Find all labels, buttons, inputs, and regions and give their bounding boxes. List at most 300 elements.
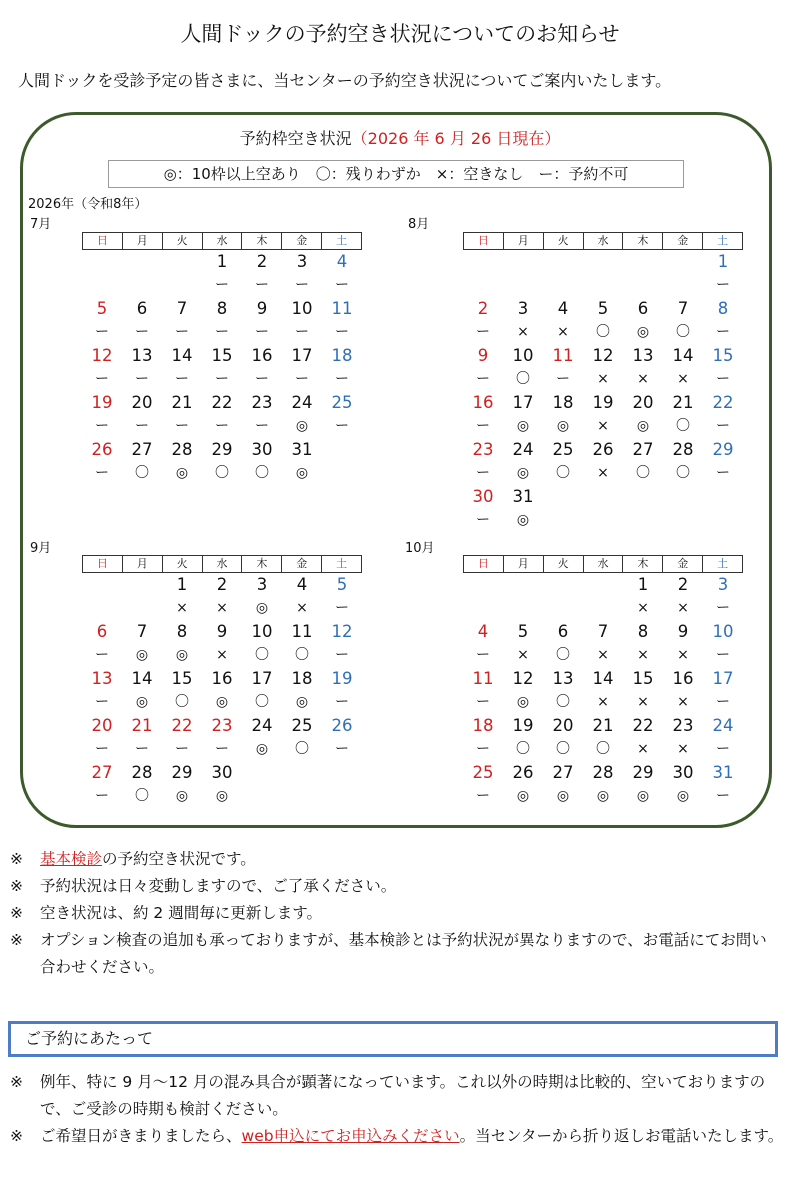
day-status — [503, 597, 543, 620]
day-number: 4 — [336, 252, 348, 271]
day-status: ー — [95, 418, 109, 434]
day-number: 10 — [712, 622, 734, 641]
day-cell — [503, 620, 543, 667]
day-cell — [242, 620, 282, 667]
day-status: ◎ — [636, 324, 650, 340]
week-row — [463, 714, 743, 761]
day-number: 6 — [136, 299, 148, 318]
weekday-label: 金 — [282, 232, 322, 250]
day-cell — [463, 714, 503, 761]
day-number: 8 — [176, 622, 188, 641]
day-number: 13 — [91, 669, 113, 688]
day-number: 7 — [677, 299, 689, 318]
day-number — [543, 573, 583, 597]
day-status: ー — [476, 324, 490, 340]
day-status: ◎ — [215, 788, 229, 804]
day-status: 〇 — [556, 465, 570, 481]
weekday-label: 土 — [703, 555, 743, 573]
day-status — [122, 597, 162, 620]
day-number: 24 — [512, 440, 534, 459]
day-cell — [202, 297, 242, 344]
day-status: ◎ — [295, 418, 309, 434]
day-status: ー — [476, 788, 490, 804]
day-cell — [82, 391, 122, 438]
day-status: ー — [716, 600, 730, 616]
day-status — [543, 274, 583, 297]
day-cell — [503, 667, 543, 714]
day-number: 27 — [131, 440, 153, 459]
day-status: 〇 — [255, 694, 269, 710]
day-cell — [242, 714, 282, 761]
legend: ◎：10枠以上空あり 〇：残りわずか ×：空きなし ー：予約不可 — [108, 160, 684, 188]
day-number: 10 — [291, 299, 313, 318]
day-status: × — [517, 647, 529, 663]
day-status: ー — [476, 371, 490, 387]
day-cell — [583, 620, 623, 667]
day-cell — [543, 344, 583, 391]
day-cell — [162, 714, 202, 761]
day-cell — [122, 438, 162, 485]
day-status: ◎ — [676, 788, 690, 804]
day-cell — [623, 344, 663, 391]
day-number: 8 — [637, 622, 649, 641]
day-number: 4 — [296, 575, 308, 594]
day-status — [623, 274, 663, 297]
day-status: ー — [215, 741, 229, 757]
day-status: × — [677, 741, 689, 757]
day-status: ー — [175, 371, 189, 387]
week-row — [463, 344, 743, 391]
day-cell — [703, 344, 743, 391]
note-text-rest: の予約空き状況です。 — [102, 850, 256, 868]
day-status: ー — [716, 277, 730, 293]
day-cell — [282, 667, 322, 714]
day-number: 26 — [331, 716, 353, 735]
day-number: 19 — [91, 393, 113, 412]
day-number: 5 — [96, 299, 108, 318]
week-row — [463, 250, 743, 297]
day-number: 12 — [512, 669, 534, 688]
day-status: ー — [335, 647, 349, 663]
day-status: × — [597, 694, 609, 710]
day-status: ー — [716, 694, 730, 710]
weekday-label: 日 — [82, 232, 123, 250]
day-status: ー — [255, 371, 269, 387]
calendar-jul — [82, 232, 362, 485]
day-cell — [322, 761, 362, 808]
day-status: ー — [95, 741, 109, 757]
day-number: 31 — [512, 487, 534, 506]
day-number: 23 — [672, 716, 694, 735]
day-number: 20 — [131, 393, 153, 412]
day-number: 11 — [472, 669, 494, 688]
week-row — [82, 344, 362, 391]
day-status: 〇 — [255, 465, 269, 481]
day-status: × — [677, 694, 689, 710]
day-status — [282, 785, 322, 808]
day-number — [543, 250, 583, 274]
day-status: ◎ — [255, 600, 269, 616]
day-status: ー — [175, 741, 189, 757]
day-number: 11 — [552, 346, 574, 365]
day-status — [663, 509, 703, 532]
day-cell — [623, 297, 663, 344]
day-cell — [703, 391, 743, 438]
day-number: 28 — [672, 440, 694, 459]
day-status: × — [557, 324, 569, 340]
week-row — [82, 297, 362, 344]
day-status: 〇 — [215, 465, 229, 481]
day-status: × — [296, 600, 308, 616]
day-cell — [543, 297, 583, 344]
weekday-label: 木 — [242, 555, 282, 573]
day-status — [82, 274, 122, 297]
day-cell — [663, 438, 703, 485]
day-number: 24 — [712, 716, 734, 735]
day-cell — [503, 714, 543, 761]
day-cell — [242, 391, 282, 438]
day-number: 3 — [256, 575, 268, 594]
day-cell — [663, 297, 703, 344]
day-status: 〇 — [596, 324, 610, 340]
day-cell — [543, 620, 583, 667]
weekday-label: 火 — [544, 232, 584, 250]
day-number — [623, 250, 663, 274]
day-status: ◎ — [556, 418, 570, 434]
week-row — [463, 620, 743, 667]
day-status: ◎ — [636, 788, 650, 804]
day-cell — [583, 344, 623, 391]
day-status: × — [677, 371, 689, 387]
note-text: 予約状況は日々変動しますので、ご了承ください。 — [40, 877, 397, 895]
day-status: 〇 — [676, 418, 690, 434]
day-cell — [463, 344, 503, 391]
day-cell — [202, 250, 242, 297]
day-status: ◎ — [135, 694, 149, 710]
day-cell — [623, 391, 663, 438]
day-status: 〇 — [556, 694, 570, 710]
day-number — [82, 573, 122, 597]
basic-checkup-link[interactable]: 基本検診 — [40, 850, 103, 868]
day-number: 4 — [557, 299, 569, 318]
day-status: ー — [476, 741, 490, 757]
day-number: 17 — [291, 346, 313, 365]
day-status: ー — [175, 418, 189, 434]
day-number: 4 — [477, 622, 489, 641]
day-cell — [122, 344, 162, 391]
day-number: 17 — [251, 669, 273, 688]
week-row — [463, 761, 743, 808]
day-cell — [543, 485, 583, 532]
day-number: 29 — [632, 763, 654, 782]
day-number — [82, 250, 122, 274]
day-status: ー — [135, 324, 149, 340]
day-cell — [282, 297, 322, 344]
weekday-header — [82, 232, 362, 250]
day-cell — [663, 344, 703, 391]
day-cell — [543, 573, 583, 620]
day-status: ー — [255, 418, 269, 434]
day-status: × — [597, 418, 609, 434]
day-number: 20 — [91, 716, 113, 735]
day-cell — [322, 250, 362, 297]
day-cell — [503, 250, 543, 297]
day-cell — [503, 391, 543, 438]
day-cell — [162, 297, 202, 344]
day-status: ー — [335, 277, 349, 293]
day-number: 7 — [136, 622, 148, 641]
day-cell — [82, 344, 122, 391]
month-label-oct: 10月 — [405, 541, 435, 556]
calendar-sep — [82, 555, 362, 808]
day-cell — [242, 573, 282, 620]
day-cell — [463, 438, 503, 485]
note-text-before: ご希望日がきまりましたら、 — [40, 1127, 242, 1145]
day-status — [463, 274, 503, 297]
day-cell — [322, 667, 362, 714]
day-status: × — [597, 371, 609, 387]
day-status — [663, 274, 703, 297]
year-label: 2026年（令和8年） — [28, 197, 148, 212]
day-status: ー — [335, 371, 349, 387]
day-status: ◎ — [215, 694, 229, 710]
day-status: 〇 — [135, 465, 149, 481]
note-text-after: 。当センターから折り返しお電話いたします。 — [459, 1127, 784, 1145]
day-status: ー — [255, 324, 269, 340]
day-cell — [82, 250, 122, 297]
weekday-label: 火 — [163, 555, 203, 573]
day-cell — [503, 573, 543, 620]
day-number: 2 — [677, 575, 689, 594]
weekday-label: 土 — [703, 232, 743, 250]
day-number: 25 — [472, 763, 494, 782]
day-cell — [623, 250, 663, 297]
day-number: 18 — [552, 393, 574, 412]
day-status — [463, 597, 503, 620]
day-number: 29 — [171, 763, 193, 782]
day-cell — [82, 761, 122, 808]
note-mark: ※ — [10, 1127, 23, 1145]
day-cell — [282, 620, 322, 667]
day-number: 18 — [331, 346, 353, 365]
day-status: 〇 — [516, 741, 530, 757]
day-status: ◎ — [135, 647, 149, 663]
day-cell — [322, 344, 362, 391]
day-status — [242, 785, 282, 808]
day-status: ー — [335, 418, 349, 434]
day-cell — [122, 391, 162, 438]
day-cell — [703, 438, 743, 485]
day-cell — [282, 250, 322, 297]
day-cell — [282, 391, 322, 438]
day-cell — [583, 761, 623, 808]
day-number: 12 — [331, 622, 353, 641]
day-number: 16 — [472, 393, 494, 412]
day-cell — [122, 667, 162, 714]
day-status: ー — [716, 371, 730, 387]
day-cell — [503, 344, 543, 391]
week-row — [463, 438, 743, 485]
day-cell — [583, 485, 623, 532]
day-cell — [282, 438, 322, 485]
day-number — [543, 485, 583, 509]
day-number: 5 — [597, 299, 609, 318]
day-status: 〇 — [295, 741, 309, 757]
day-number: 29 — [211, 440, 233, 459]
day-number: 3 — [517, 299, 529, 318]
note-item — [10, 900, 780, 927]
day-cell — [463, 620, 503, 667]
day-number: 19 — [512, 716, 534, 735]
day-status: ◎ — [516, 694, 530, 710]
day-status: ー — [476, 512, 490, 528]
note-mark: ※ — [10, 877, 23, 895]
day-status: ー — [476, 465, 490, 481]
day-number: 20 — [552, 716, 574, 735]
day-status: ◎ — [516, 465, 530, 481]
day-status — [82, 597, 122, 620]
day-status: ー — [716, 741, 730, 757]
day-status: 〇 — [676, 324, 690, 340]
weekday-label: 月 — [504, 232, 544, 250]
day-status: ◎ — [596, 788, 610, 804]
day-number: 3 — [717, 575, 729, 594]
day-cell — [202, 667, 242, 714]
day-number: 20 — [632, 393, 654, 412]
day-cell — [162, 620, 202, 667]
day-cell — [583, 714, 623, 761]
day-cell — [503, 438, 543, 485]
calendar-aug — [463, 232, 743, 532]
day-cell — [162, 391, 202, 438]
day-number: 26 — [592, 440, 614, 459]
day-cell — [703, 667, 743, 714]
day-number — [162, 250, 202, 274]
day-cell — [82, 620, 122, 667]
day-cell — [663, 250, 703, 297]
day-status: ◎ — [516, 418, 530, 434]
day-number — [282, 761, 322, 785]
day-number: 30 — [251, 440, 273, 459]
day-number: 15 — [211, 346, 233, 365]
day-number — [242, 761, 282, 785]
day-number — [463, 573, 503, 597]
day-status: ー — [175, 324, 189, 340]
day-cell — [543, 250, 583, 297]
weekday-label: 日 — [82, 555, 123, 573]
day-status: 〇 — [175, 694, 189, 710]
day-cell — [583, 391, 623, 438]
day-cell — [463, 667, 503, 714]
day-number: 31 — [712, 763, 734, 782]
day-status: 〇 — [556, 647, 570, 663]
day-status — [583, 509, 623, 532]
day-status: ◎ — [516, 512, 530, 528]
day-cell — [282, 573, 322, 620]
day-cell — [463, 250, 503, 297]
day-status: ー — [95, 647, 109, 663]
day-number: 12 — [592, 346, 614, 365]
notes — [10, 846, 780, 981]
day-cell — [703, 485, 743, 532]
day-number: 10 — [512, 346, 534, 365]
day-number: 5 — [517, 622, 529, 641]
weekday-label: 木 — [623, 232, 663, 250]
day-number — [623, 485, 663, 509]
day-cell — [583, 297, 623, 344]
day-number: 18 — [472, 716, 494, 735]
note-item — [10, 1069, 790, 1123]
day-cell — [202, 438, 242, 485]
day-number: 14 — [672, 346, 694, 365]
day-number — [322, 761, 362, 785]
note-item — [10, 927, 780, 981]
weekday-label: 金 — [663, 232, 703, 250]
day-number — [503, 573, 543, 597]
day-number: 30 — [672, 763, 694, 782]
day-cell — [202, 573, 242, 620]
day-status: ー — [95, 694, 109, 710]
day-number: 14 — [131, 669, 153, 688]
weekday-label: 月 — [123, 232, 163, 250]
web-application-link[interactable]: web申込にてお申込みください — [241, 1127, 460, 1145]
day-cell — [623, 573, 663, 620]
day-number: 15 — [632, 669, 654, 688]
day-cell — [583, 667, 623, 714]
day-cell — [703, 761, 743, 808]
weekday-label: 水 — [584, 555, 624, 573]
weekday-label: 水 — [584, 232, 624, 250]
day-number: 23 — [472, 440, 494, 459]
day-number: 9 — [256, 299, 268, 318]
availability-heading — [0, 126, 800, 149]
day-status — [583, 597, 623, 620]
day-status: 〇 — [676, 465, 690, 481]
day-status: × — [597, 465, 609, 481]
week-row — [463, 573, 743, 620]
page-title: 人間ドックの予約空き状況についてのお知らせ — [180, 22, 620, 46]
day-cell — [322, 620, 362, 667]
day-number: 1 — [176, 575, 188, 594]
day-status: × — [637, 694, 649, 710]
day-cell — [543, 761, 583, 808]
day-status: ー — [716, 647, 730, 663]
day-number: 8 — [717, 299, 729, 318]
day-cell — [583, 573, 623, 620]
day-status — [322, 785, 362, 808]
day-cell — [463, 761, 503, 808]
day-cell — [242, 297, 282, 344]
day-number — [122, 250, 162, 274]
day-number: 19 — [592, 393, 614, 412]
note-text: 空き状況は、約 2 週間毎に更新します。 — [40, 904, 322, 922]
day-cell — [82, 297, 122, 344]
day-cell — [242, 438, 282, 485]
day-number: 28 — [131, 763, 153, 782]
day-cell — [543, 667, 583, 714]
day-cell — [543, 714, 583, 761]
week-row — [82, 714, 362, 761]
day-number: 9 — [477, 346, 489, 365]
day-number — [703, 485, 743, 509]
day-status: ー — [215, 371, 229, 387]
availability-label: 予約枠空き状況 — [239, 129, 352, 148]
day-status — [503, 274, 543, 297]
week-row — [463, 485, 743, 532]
day-number: 25 — [552, 440, 574, 459]
day-status: ◎ — [636, 418, 650, 434]
day-cell — [322, 391, 362, 438]
